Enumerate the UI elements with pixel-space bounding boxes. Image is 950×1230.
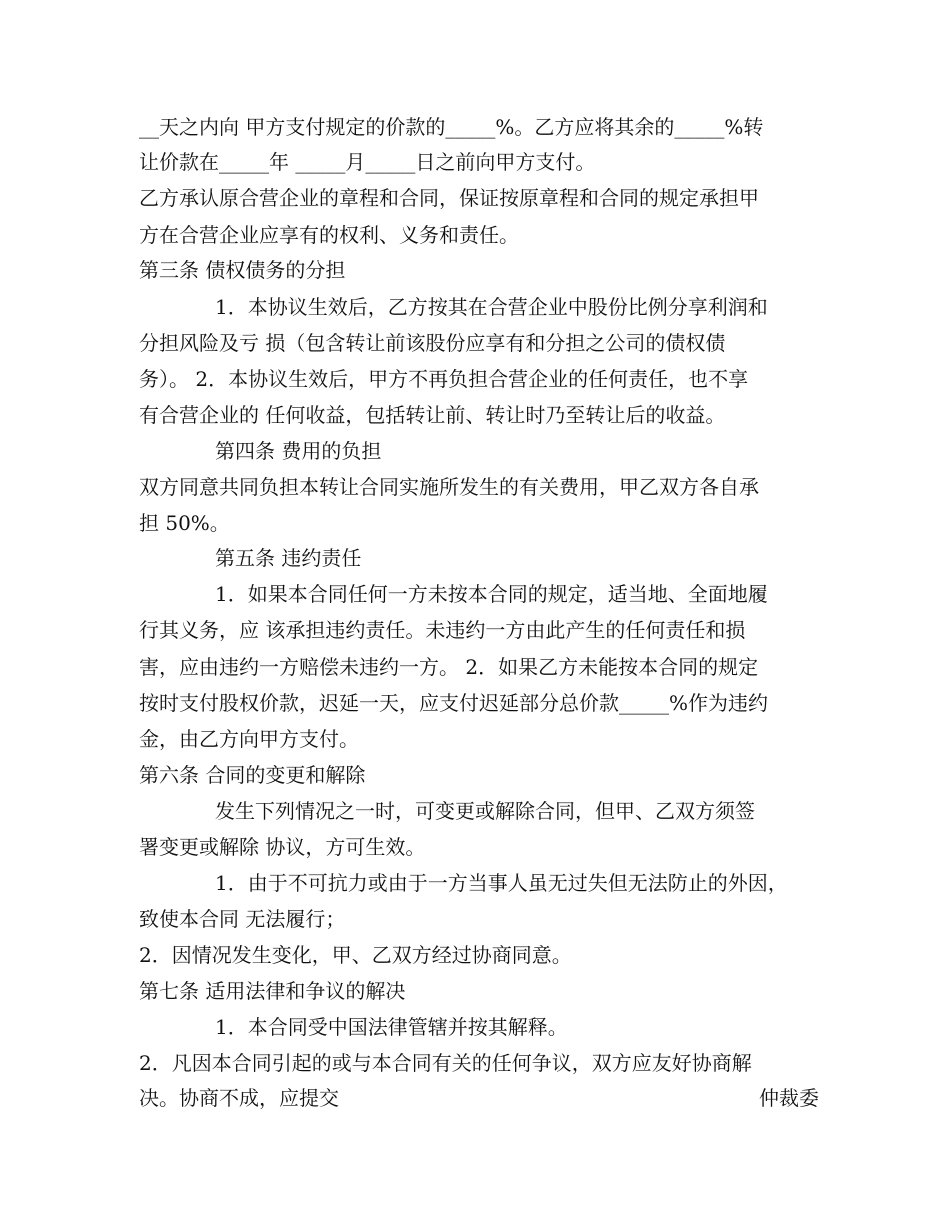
text-line: 发生下列情况之一时，可变更或解除合同，但甲、乙双方须签: [215, 799, 755, 823]
text-fragment: 仲裁委: [759, 1086, 819, 1110]
text-line: 有合营企业的 任何收益，包括转让前、转让时乃至转让后的收益。: [139, 403, 726, 427]
text-line: 1．如果本合同任何一方未按本合同的规定，适当地、全面地履: [215, 582, 768, 606]
text-line: 害，应由违约一方赔偿未违约一方。 2．如果乙方未能按本合同的规定: [139, 655, 759, 679]
text-line: __天之内向 甲方支付规定的价款的_____%。乙方应将其余的_____%转: [139, 115, 764, 139]
text-line: 致使本合同 无法履行；: [139, 907, 346, 931]
text-line: 分担风险及亏 损（包含转让前该股份应享有和分担之公司的债权债: [139, 331, 726, 355]
text-line: 担 50%。: [139, 511, 230, 535]
text-line: 按时支付股权价款，迟延一天，应支付迟延部分总价款_____%作为违约: [139, 691, 769, 715]
text-line: 1．由于不可抗力或由于一方当事人虽无过失但无法防止的外因，: [215, 871, 788, 895]
section-heading: 第四条 费用的负担: [215, 439, 382, 463]
section-heading: 第七条 适用法律和争议的解决: [139, 979, 406, 1003]
text-line: 署变更或解除 协议，方可生效。: [139, 835, 426, 859]
text-line: 2．因情况发生变化，甲、乙双方经过协商同意。: [139, 943, 572, 967]
section-heading: 第六条 合同的变更和解除: [139, 763, 366, 787]
text-line: 1．本合同受中国法律管辖并按其解释。: [215, 1015, 568, 1039]
text-line: 行其义务，应 该承担违约责任。未违约一方由此产生的任何责任和损: [139, 618, 746, 642]
text-line: 务）。 2．本协议生效后，甲方不再负担合营企业的任何责任，也不享: [139, 367, 749, 391]
text-line: 金，由乙方向甲方支付。: [139, 727, 359, 751]
text-line: 方在合营企业应享有的权利、义务和责任。: [139, 223, 519, 247]
section-heading: 第五条 违约责任: [215, 546, 362, 570]
section-heading: 第三条 债权债务的分担: [139, 258, 346, 282]
text-line: 双方同意共同负担本转让合同实施所发生的有关费用，甲乙双方各自承: [139, 475, 759, 499]
text-line: 2．凡因本合同引起的或与本合同有关的任何争议，双方应友好协商解: [139, 1051, 752, 1075]
text-line: 1．本协议生效后，乙方按其在合营企业中股份比例分享利润和: [215, 295, 768, 319]
text-line: [139, 1081, 819, 1115]
text-fragment: 决。协商不成，应提交: [139, 1086, 339, 1110]
text-line: 乙方承认原合营企业的章程和合同，保证按原章程和合同的规定承担甲: [139, 186, 759, 210]
text-line: 让价款在_____年 _____月_____日之前向甲方支付。: [139, 150, 596, 174]
